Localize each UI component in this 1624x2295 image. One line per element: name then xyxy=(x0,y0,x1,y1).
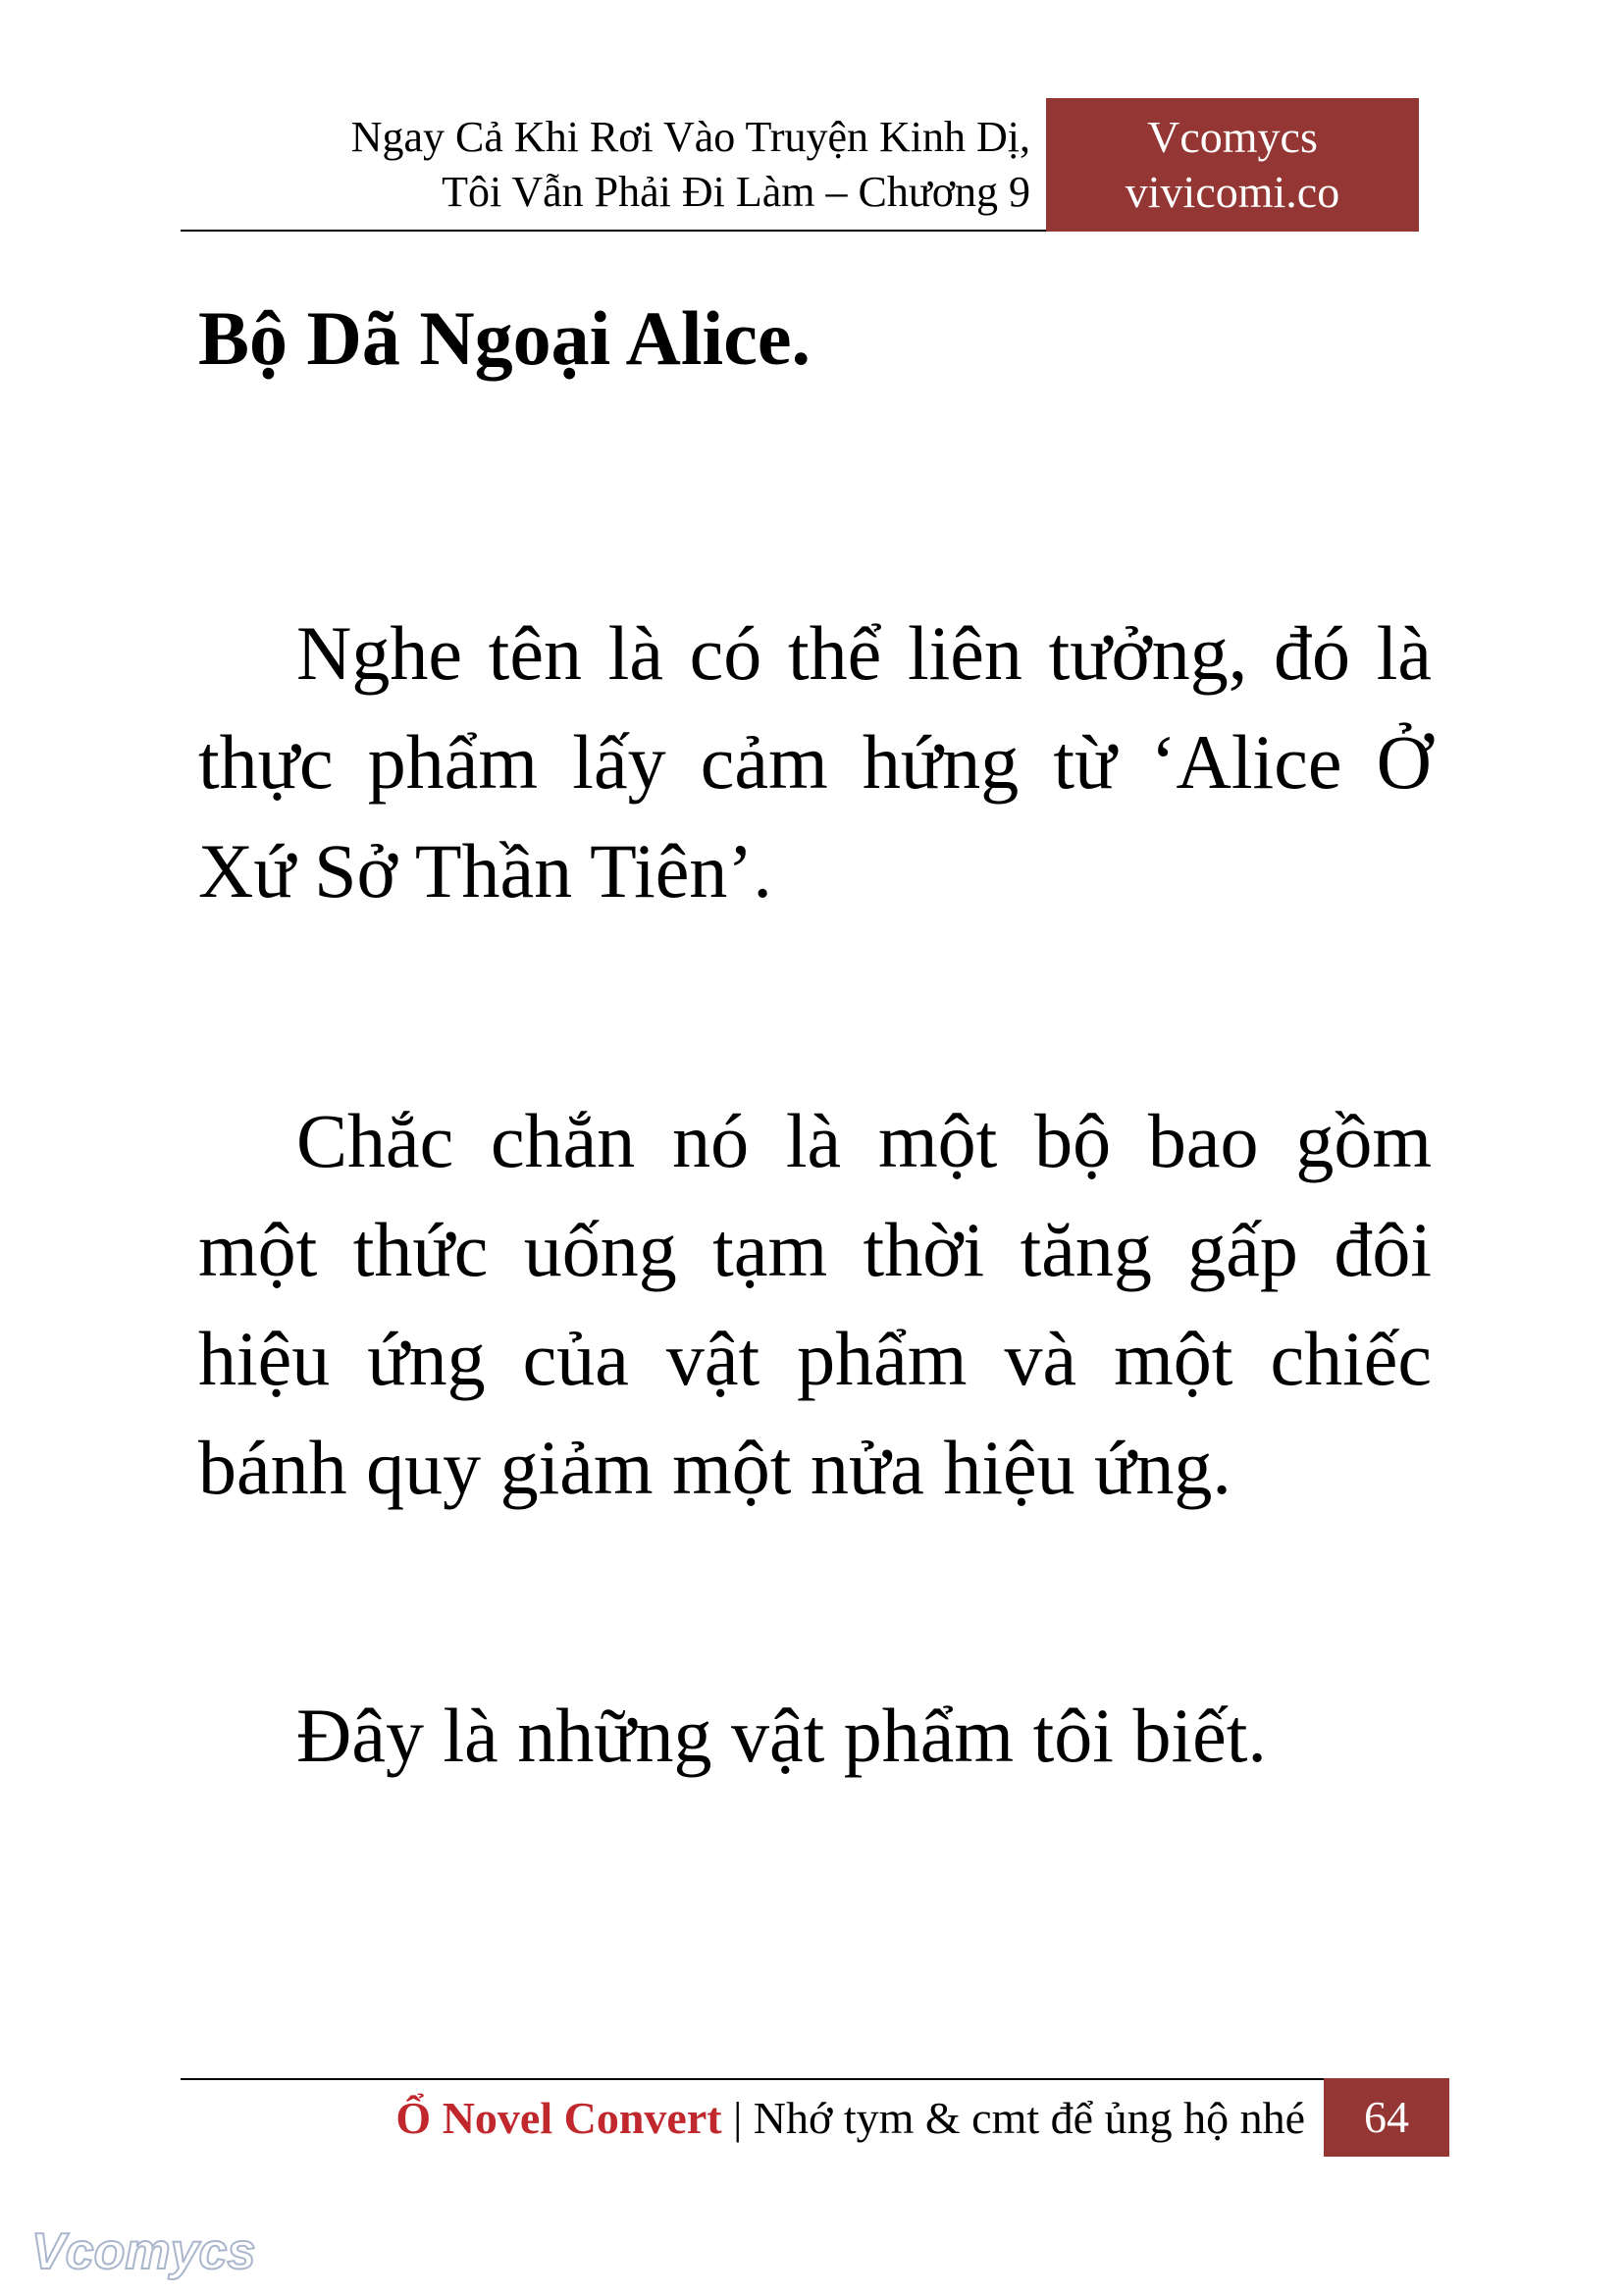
chapter-title-line-1: Ngay Cả Khi Rơi Vào Truyện Kinh Dị, xyxy=(350,113,1030,161)
watermark-text: Vcomycs xyxy=(31,2223,256,2280)
footer-divider xyxy=(181,2078,1324,2080)
vcomycs-watermark-logo xyxy=(27,2219,263,2280)
page-number: 64 xyxy=(1324,2078,1449,2157)
brand-site: vivicomi.co xyxy=(1125,167,1340,217)
paragraph-3: Đây là những vật phẩm tôi biết. xyxy=(296,1693,1267,1778)
brand-box xyxy=(1046,98,1419,232)
footer-brand: Ổ Novel Convert xyxy=(395,2093,722,2143)
footer-credit xyxy=(147,2088,1305,2149)
section-heading: Bộ Dã Ngoại Alice. xyxy=(198,295,811,381)
paragraph-2: Chắc chắn nó là một bộ bao gồm một thức uống tạm thời tăng gấp đôi hiệu ứng của vật phẩm và một chiếc bánh quy giảm một nửa hiệu ứng. xyxy=(198,1098,1432,1510)
footer-separator: | xyxy=(733,2093,743,2143)
footer-note: Nhớ tym & cmt để ủng hộ nhé xyxy=(753,2093,1305,2143)
page-content xyxy=(198,285,1432,1790)
chapter-title xyxy=(177,110,1030,220)
paragraph-1: Nghe tên là có thể liên tưởng, đó là thực phẩm lấy cảm hứng từ ‘Alice Ở Xứ Sở Thần Tiên’. xyxy=(198,610,1432,913)
brand-name: Vcomycs xyxy=(1147,112,1318,162)
chapter-title-line-2: Tôi Vẫn Phải Đi Làm – Chương 9 xyxy=(442,168,1030,216)
